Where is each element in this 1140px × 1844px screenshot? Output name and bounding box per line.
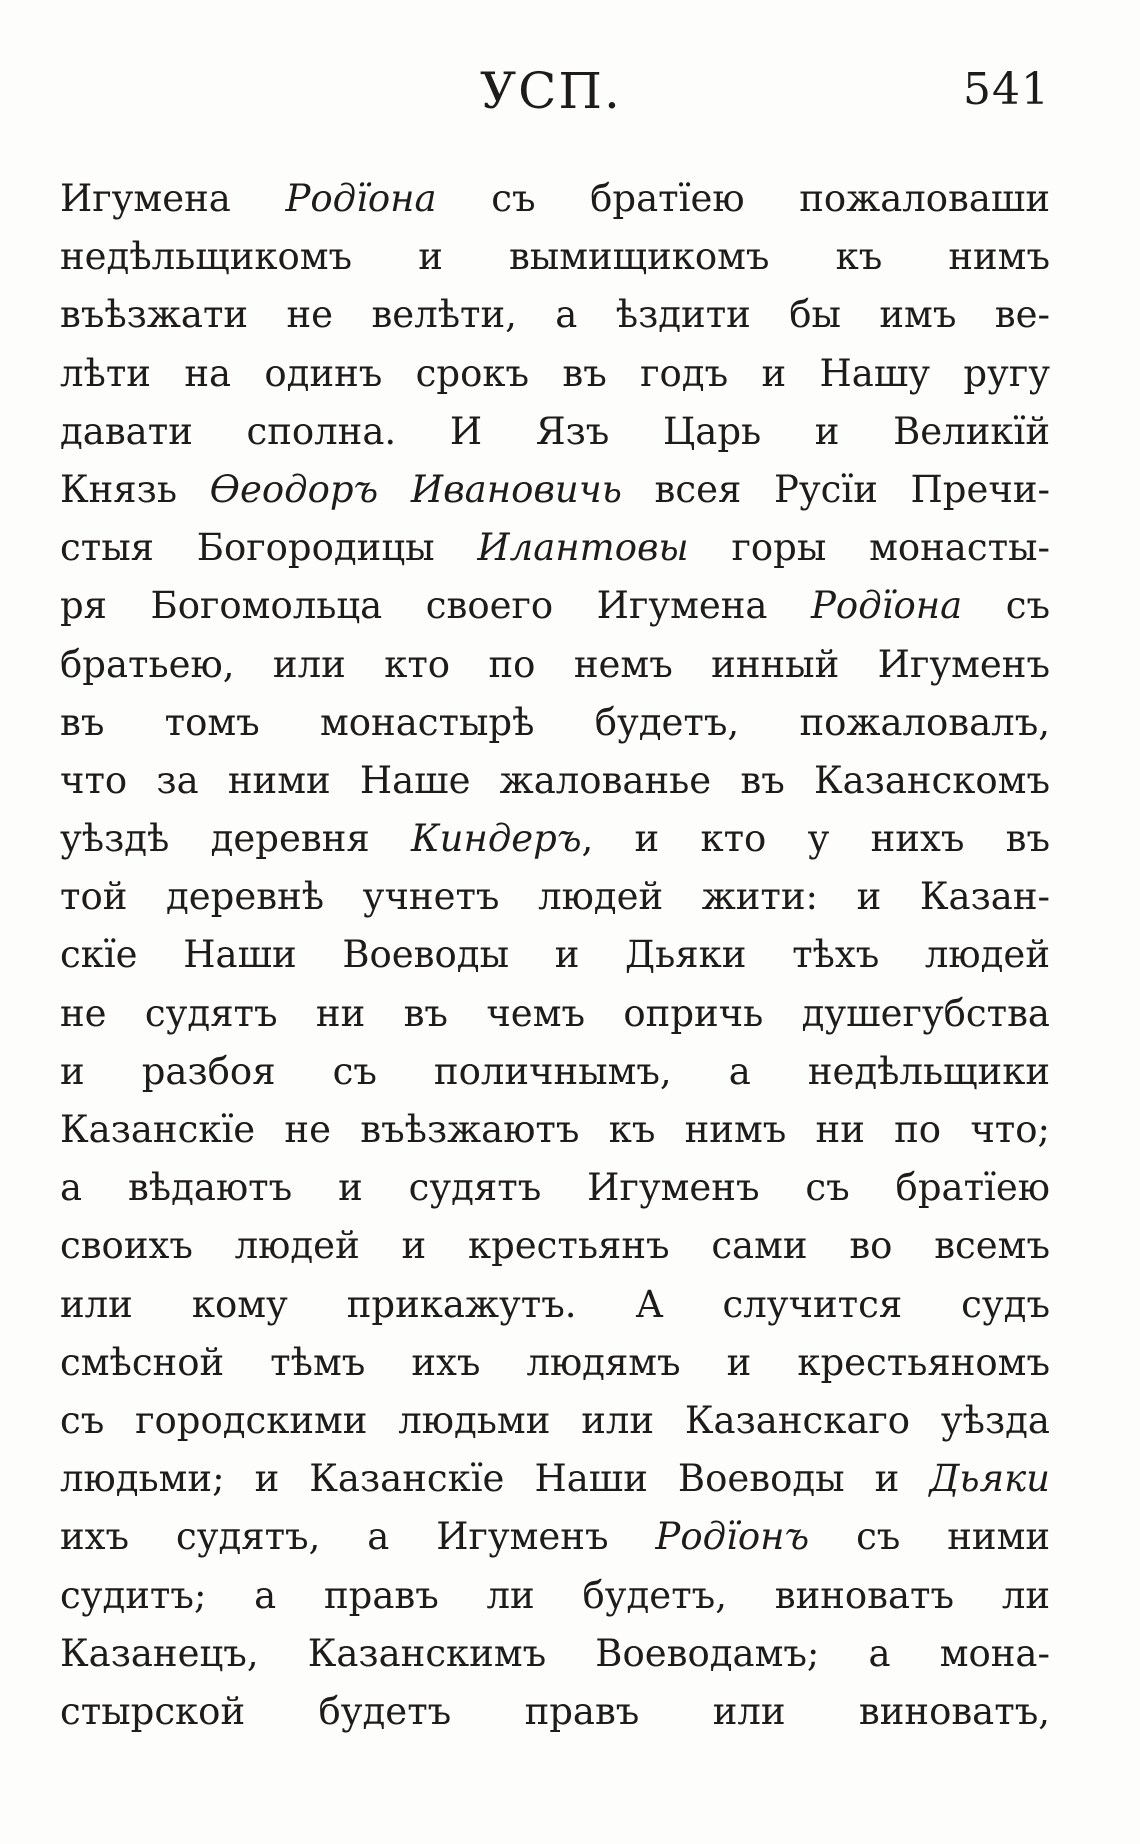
- text-line: [60, 636, 1050, 694]
- text-segment: Казанецъ, Казанскимъ Воеводамъ; а мона-: [60, 1631, 1050, 1675]
- text-segment: стырской будетъ правъ или виноватъ,: [60, 1689, 1050, 1733]
- text-segment: судитъ; а правъ ли будетъ, виноватъ ли: [60, 1573, 1050, 1617]
- text-line: [60, 810, 1050, 868]
- text-segment: своихъ людей и крестьянъ сами во всемъ: [60, 1224, 1050, 1268]
- text-segment: что за ними Наше жалованье въ Казанскомъ: [60, 758, 1050, 802]
- text-line: [60, 868, 1050, 926]
- text-line: [60, 1276, 1050, 1334]
- text-line: [60, 345, 1050, 403]
- italic-name: Өеодоръ Ивановичь: [209, 467, 622, 511]
- italic-name: Родїона: [811, 584, 963, 628]
- text-line: [60, 170, 1050, 228]
- text-segment: или кому прикажутъ. А случится судъ: [60, 1282, 1050, 1326]
- text-line: [60, 1159, 1050, 1217]
- text-line: [60, 403, 1050, 461]
- page-number: 541: [963, 64, 1050, 115]
- text-line: [60, 577, 1050, 635]
- body-text: [60, 170, 1050, 1741]
- text-segment: Игумена: [60, 177, 286, 220]
- text-line: [60, 985, 1050, 1043]
- italic-name: Киндеръ: [410, 817, 582, 861]
- text-segment: ря Богомольца своего Игумена: [60, 584, 812, 628]
- running-head: [60, 62, 1050, 132]
- text-line: [60, 519, 1050, 577]
- text-segment: не судятъ ни въ чемъ опричь душегубства: [60, 991, 1050, 1035]
- text-line: [60, 1508, 1050, 1566]
- text-line: [60, 228, 1050, 286]
- text-segment: , и кто у нихъ въ: [581, 817, 1050, 861]
- italic-name: Родїонъ: [655, 1515, 810, 1559]
- text-segment: смѣсной тѣмъ ихъ людямъ и крестьяномъ: [60, 1340, 1050, 1384]
- text-segment: скїе Наши Воеводы и Дьяки тѣхъ людей: [60, 933, 1050, 977]
- text-segment: той деревнѣ учнетъ людей жити: и Казан-: [60, 875, 1050, 919]
- italic-name: Илантовы: [477, 526, 689, 570]
- text-segment: Князь: [60, 467, 210, 511]
- text-segment: и разбоя съ поличнымъ, а недѣльщики: [60, 1049, 1050, 1093]
- text-segment: съ: [962, 584, 1050, 628]
- text-segment: въ томъ монастырѣ будетъ, пожаловалъ,: [60, 700, 1050, 744]
- text-segment: лѣти на одинъ срокъ въ годъ и Нашу ругу: [60, 351, 1050, 395]
- text-segment: съ братїею пожаловаши: [436, 177, 1050, 220]
- text-line: [60, 694, 1050, 752]
- text-line: [60, 1450, 1050, 1508]
- text-segment: горы монасты-: [688, 526, 1050, 570]
- text-line: [60, 1217, 1050, 1275]
- text-segment: всея Русїи Пречи-: [621, 467, 1050, 511]
- text-segment: съ городскими людьми или Казанскаго уѣзда: [60, 1398, 1050, 1442]
- text-line: [60, 1625, 1050, 1683]
- text-line: [60, 1101, 1050, 1159]
- text-line: [60, 1392, 1050, 1450]
- text-line: [60, 1567, 1050, 1625]
- text-segment: уѣздѣ деревня: [60, 817, 411, 861]
- text-segment: съ ними: [809, 1515, 1051, 1559]
- text-segment: людьми; и Казанскїе Наши Воеводы и: [60, 1457, 930, 1501]
- text-line: [60, 461, 1050, 519]
- italic-name: Родїона: [285, 177, 437, 220]
- running-head-title: УСП.: [480, 62, 622, 120]
- text-segment: стыя Богородицы: [60, 526, 478, 570]
- text-segment: давати сполна. И Язъ Царь и Великїй: [60, 409, 1050, 453]
- text-segment: братьею, или кто по немъ инный Игуменъ: [60, 642, 1050, 686]
- italic-name: Дьяки: [929, 1457, 1050, 1501]
- text-line: [60, 926, 1050, 984]
- text-segment: Казанскїе не въѣзжаютъ къ нимъ ни по что;: [60, 1108, 1050, 1151]
- text-segment: а вѣдаютъ и судятъ Игуменъ съ братїею: [60, 1166, 1050, 1210]
- text-line: [60, 1043, 1050, 1101]
- text-line: [60, 752, 1050, 810]
- text-line: [60, 1683, 1050, 1741]
- text-segment: ихъ судятъ, а Игуменъ: [60, 1515, 656, 1559]
- text-segment: въѣзжати не велѣти, а ѣздити бы имъ ве-: [60, 293, 1050, 337]
- text-line: [60, 1334, 1050, 1392]
- text-segment: недѣльщикомъ и вымищикомъ къ нимъ: [60, 235, 1050, 279]
- text-line: [60, 286, 1050, 344]
